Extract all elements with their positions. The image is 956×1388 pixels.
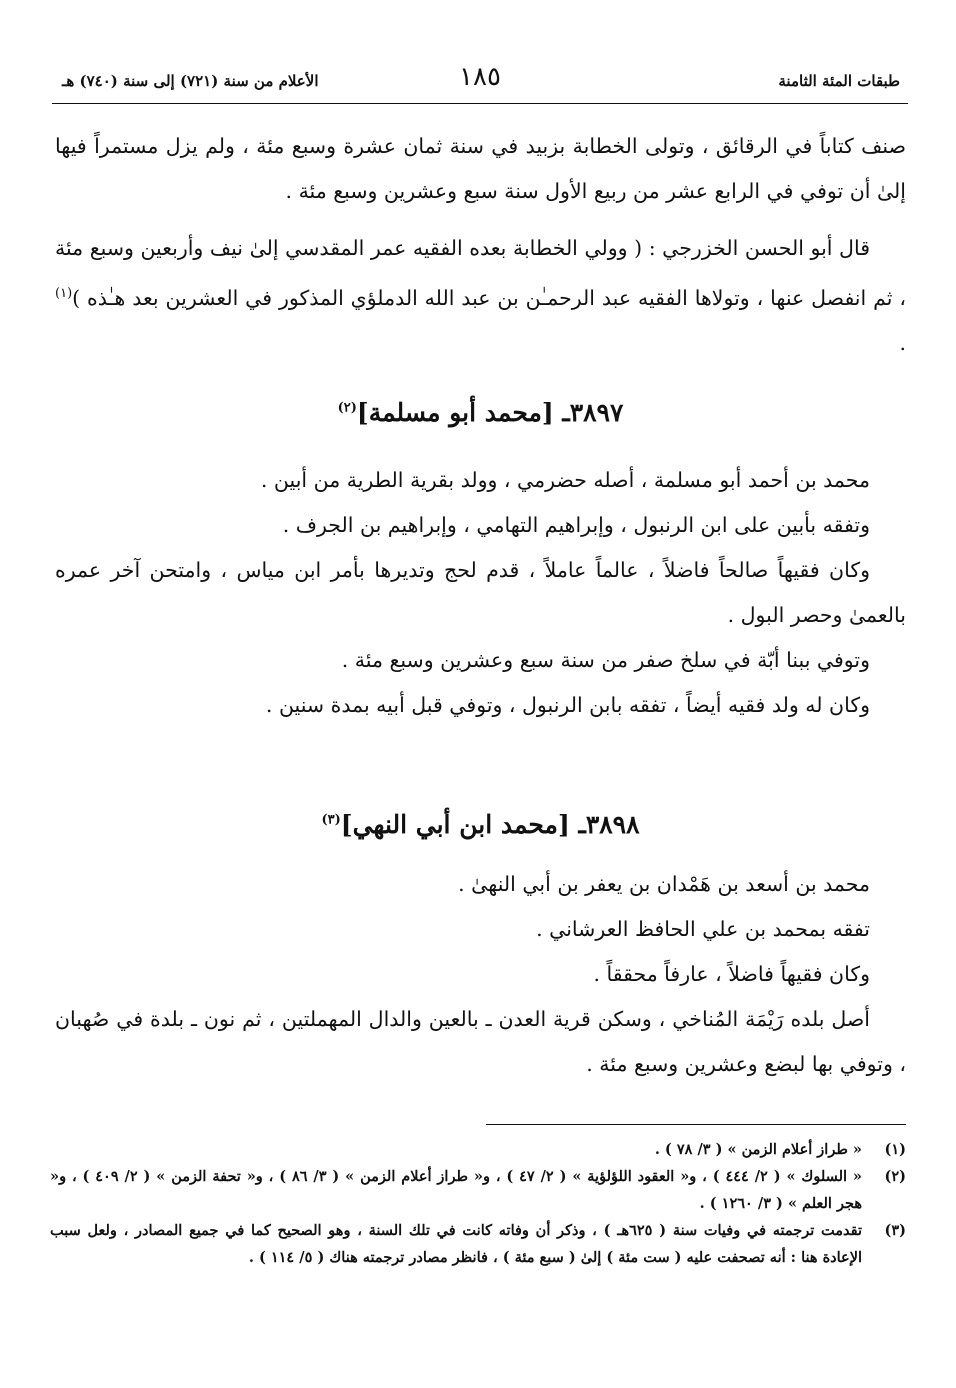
footnote-number: (٣): [884, 1222, 906, 1239]
intro-paragraph-2-end: .: [899, 330, 906, 355]
footnote-text: « السلوك » ( ٢/ ٤٤٤ ) ، و« العقود اللؤلؤية » ( ٢/ ٤٧ ) ، و« طراز أعلام الزمن » ( ٣/ ٨٦ ) ، و« تحفة الزمن » ( ٢/ ٤٠٩ ) ، و« هجر العلم » ( ٣/ ١٢٦٠ ) .: [50, 1168, 862, 1212]
entry-3897-paragraph: وتوفي ببنا أبّة في سلخ صفر من سنة سبع وعشرين وسبع مئة .: [341, 648, 870, 672]
entry-3897-heading: [55, 398, 906, 427]
footnote-item: [50, 1136, 906, 1163]
header-year-range: الأعلام من سنة (٧٢١) إلى سنة (٧٤٠) هـ: [62, 72, 319, 90]
entry-3898-paragraph: محمد بن أسعد بن هَمْدان بن يعفر بن أبي النهىٰ .: [458, 872, 870, 896]
footnote-ref-2: (٢): [337, 400, 357, 416]
intro-text: [55, 124, 906, 366]
entry-3897-paragraph: وكان فقيهاً صالحاً فاضلاً ، عالماً عاملاً ، قدم لحج وتديرها بأمر ابن مياس ، وامتحن آخر عمره بالعمىٰ وحصر البول .: [55, 558, 906, 627]
entry-3898-paragraph: تفقه بمحمد بن علي الحافظ العرشاني .: [536, 917, 870, 941]
footnote-item: [50, 1217, 906, 1271]
footnote-number: (١): [884, 1141, 906, 1158]
entry-3897-title: ٣٨٩٧ـ [محمد أبو مسلمة]: [356, 398, 624, 427]
footnotes: [50, 1136, 906, 1271]
entry-3897-paragraph: وتفقه بأبين على ابن الرنبول ، وإبراهيم التهامي ، وإبراهيم بن الجرف .: [282, 513, 870, 537]
page-number: ١٨٥: [459, 62, 501, 92]
intro-paragraph-2: [55, 226, 906, 366]
header-rule: [52, 103, 908, 104]
entry-3897-body: [55, 458, 906, 728]
footnote-ref-3: (٣): [321, 812, 341, 828]
intro-paragraph-2-text: قال أبو الحسن الخزرجي : ( وولي الخطابة بعده الفقيه عمر المقدسي إلىٰ نيف وأربعين وسبع مئة ، ثم انفصل عنها ، وتولاها الفقيه عبد الرحمـٰن بن عبد الله الدملؤي المذكور في العشرين بعد هـٰذه ): [55, 236, 906, 310]
entry-3897-paragraph: وكان له ولد فقيه أيضاً ، تفقه بابن الرنبول ، وتوفي قبل أبيه بمدة سنين .: [265, 693, 870, 717]
intro-paragraph-1: صنف كتاباً في الرقائق ، وتولى الخطابة بزبيد في سنة ثمان عشرة وسبع مئة ، ولم يزل مستمراً فيها إلىٰ أن توفي في الرابع عشر من ربيع الأول سنة سبع وعشرين وسبع مئة .: [55, 134, 906, 203]
footnote-separator: [486, 1124, 906, 1125]
footnote-text: تقدمت ترجمته في وفيات سنة ( ٦٢٥هـ ) ، وذكر أن وفاته كانت في تلك السنة ، وهو الصحيح كما في جميع المصادر ، ولعل سبب الإعادة هنا : أنه تصحفت عليه ( ست مئة ) إلىٰ ( سبع مئة ) ، فانظر مصادر ترجمته هناك ( ٥/ ١١٤ ) .: [50, 1222, 862, 1266]
entry-3898-title: ٣٨٩٨ـ [محمد ابن أبي النهي]: [340, 810, 640, 839]
entry-3898-body: [55, 862, 906, 1087]
footnote-number: (٢): [884, 1168, 906, 1185]
entry-3898-heading: [55, 810, 906, 839]
header-section-title: طبقات المئة الثامنة: [778, 72, 900, 90]
entry-3898-paragraph: وكان فقيهاً فاضلاً ، عارفاً محققاً .: [593, 962, 870, 986]
entry-3898-paragraph: أصل بلده رَيْمَة المُناخي ، وسكن قرية العدن ـ بالعين والدال المهملتين ، ثم نون ـ بلدة في صُهبان ، وتوفي بها لبضع وعشرين وسبع مئة .: [55, 1007, 906, 1076]
footnote-ref-1: (١): [55, 286, 73, 301]
entry-3897-paragraph: محمد بن أحمد أبو مسلمة ، أصله حضرمي ، وولد بقرية الطرية من أبين .: [260, 468, 870, 492]
footnote-item: [50, 1163, 906, 1217]
footnote-text: « طراز أعلام الزمن » ( ٣/ ٧٨ ) .: [654, 1141, 862, 1158]
running-header: [52, 58, 908, 104]
